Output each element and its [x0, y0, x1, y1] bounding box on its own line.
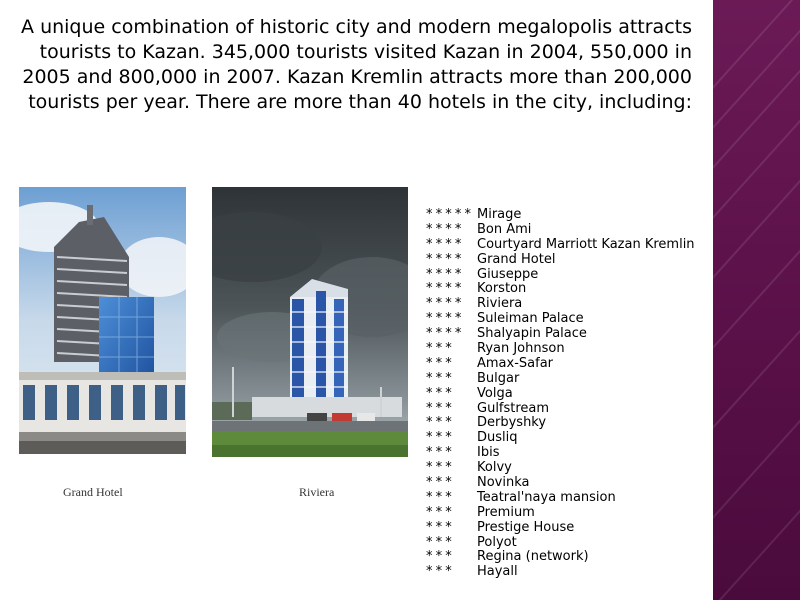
- hotel-stars: * * *: [426, 564, 452, 580]
- hotel-item: [426, 372, 695, 387]
- hotel-stars: * * *: [426, 489, 452, 505]
- hotel-stars: * * * *: [426, 251, 461, 267]
- hotel-stars: * * * *: [426, 326, 461, 342]
- hotel-name: Bon Ami: [477, 221, 532, 237]
- hotel-item: [426, 491, 695, 506]
- hotel-name: Mirage: [477, 207, 522, 222]
- hotel-name: Polyot: [477, 534, 517, 550]
- hotel-item: [426, 506, 695, 521]
- hotel-name: Dusliq: [477, 430, 518, 446]
- hotel-name: Kolvy: [477, 460, 512, 476]
- hotel-stars: * * *: [426, 475, 452, 491]
- hotel-item: [426, 327, 695, 342]
- hotel-name: Courtyard Marriott Kazan Kremlin: [477, 236, 695, 252]
- hotel-list: [426, 208, 695, 580]
- hotel-item: [426, 238, 695, 253]
- hotel-name: Suleiman Palace: [477, 311, 584, 327]
- hotel-name: Giuseppe: [477, 266, 539, 282]
- hotel-item: [426, 208, 695, 223]
- hotel-name: Ryan Johnson: [477, 341, 565, 357]
- hotel-stars: * * *: [426, 341, 452, 357]
- hotel-name: Amax-Safar: [477, 355, 554, 371]
- grand-hotel-photo: [19, 187, 186, 454]
- hotel-item: [426, 253, 695, 268]
- hotel-stars: * * * *: [426, 311, 461, 327]
- hotel-stars: * * * *: [426, 236, 461, 252]
- hotel-item: [426, 416, 695, 431]
- hotel-name: Korston: [477, 281, 527, 297]
- hotel-stars: * * *: [426, 504, 452, 520]
- hotel-stars: * * *: [426, 519, 452, 535]
- hotel-stars: * * *: [426, 415, 452, 431]
- hotel-stars: * * *: [426, 549, 452, 565]
- hotel-stars: * * *: [426, 385, 452, 401]
- hotel-name: Ibis: [477, 445, 500, 461]
- hotel-item: [426, 312, 695, 327]
- hotel-stars: * * * *: [426, 266, 461, 282]
- hotel-item: [426, 402, 695, 417]
- hotel-name: Regina (network): [477, 549, 589, 565]
- grand-hotel-caption: Grand Hotel: [63, 485, 123, 499]
- hotel-item: [426, 461, 695, 476]
- hotel-item: [426, 387, 695, 402]
- riviera-caption: Riviera: [299, 485, 335, 499]
- hotel-item: [426, 476, 695, 491]
- hotel-name: Shalyapin Palace: [477, 326, 587, 342]
- riviera-hotel-photo: [212, 187, 408, 457]
- hotel-stars: * * * *: [426, 281, 461, 297]
- hotel-item: [426, 223, 695, 238]
- hotel-item: [426, 268, 695, 283]
- hotel-stars: * * * *: [426, 296, 461, 312]
- hotel-stars: * * * * *: [426, 207, 471, 222]
- hotel-stars: * * *: [426, 370, 452, 386]
- hotel-name: Grand Hotel: [477, 251, 556, 267]
- hotel-item: [426, 282, 695, 297]
- hotel-name: Hayall: [477, 564, 518, 580]
- hotel-stars: * * *: [426, 460, 452, 476]
- hotel-name: Riviera: [477, 296, 523, 312]
- hotel-name: Derbyshky: [477, 415, 547, 431]
- hotel-name: Bulgar: [477, 370, 520, 386]
- hotel-stars: * * *: [426, 355, 452, 371]
- decorative-side-band: [713, 0, 800, 600]
- hotel-item: [426, 565, 695, 580]
- hotel-item: [426, 446, 695, 461]
- hotel-stars: * * *: [426, 534, 452, 550]
- hotel-item: [426, 431, 695, 446]
- hotel-name: Volga: [477, 385, 513, 401]
- hotel-name: Gulfstream: [477, 400, 550, 416]
- hotel-name: Teatral'naya mansion: [477, 489, 616, 505]
- hotel-name: Premium: [477, 504, 535, 520]
- intro-paragraph: A unique combination of historic city and modern megalopolis attracts tourists to Kazan. 345,000 tourists visited Kazan in 2004, 550,000 in 2005 and 800,000 in 2007. Kazan Kremlin attracts more than 200,000 tourists per year. There are more than 40 hotels in the city, including:: [21, 16, 692, 113]
- hotel-item: [426, 550, 695, 565]
- hotel-item: [426, 521, 695, 536]
- hotel-item: [426, 357, 695, 372]
- hotel-item: [426, 342, 695, 357]
- hotel-name: Prestige House: [477, 519, 575, 535]
- hotel-name: Novinka: [477, 475, 530, 491]
- hotel-stars: * * * *: [426, 221, 461, 237]
- hotel-item: [426, 536, 695, 551]
- hotel-item: [426, 297, 695, 312]
- hotel-stars: * * *: [426, 445, 452, 461]
- hotel-stars: * * *: [426, 400, 452, 416]
- hotel-stars: * * *: [426, 430, 452, 446]
